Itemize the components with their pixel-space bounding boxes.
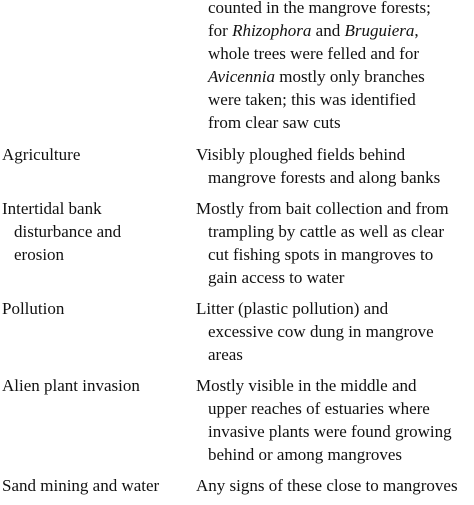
term-line: erosion xyxy=(14,245,65,264)
table-row xyxy=(0,0,474,134)
description-line: Visibly ploughed fields behind xyxy=(196,145,406,164)
threat-term xyxy=(0,374,194,466)
description-line: gain access to water xyxy=(208,268,345,287)
threat-description xyxy=(194,197,474,289)
description-line: upper reaches of estuaries where xyxy=(208,399,430,418)
threat-description xyxy=(194,0,474,134)
description-line: Mostly from bait collection and from xyxy=(196,199,449,218)
description-line: counted in the mangrove forests; xyxy=(208,0,431,17)
description-line: areas xyxy=(208,345,243,364)
term-line: Alien plant invasion xyxy=(2,376,140,395)
description-line: excessive cow dung in mangrove xyxy=(208,322,434,341)
term-line: Agriculture xyxy=(2,145,81,164)
threat-term xyxy=(0,474,194,497)
description-line: for Rhizophora and Bruguiera, xyxy=(208,21,419,40)
description-line: Litter (plastic pollution) and xyxy=(196,299,389,318)
table-row xyxy=(0,197,474,289)
description-line: Any signs of these close to mangroves xyxy=(196,476,458,495)
term-line: Pollution xyxy=(2,299,65,318)
description-line: cut fishing spots in mangroves to xyxy=(208,245,434,264)
description-line: from clear saw cuts xyxy=(208,113,341,132)
threat-description xyxy=(194,374,474,466)
threat-term xyxy=(0,297,194,366)
term-line: Intertidal bank xyxy=(2,199,102,218)
italic-genus: Bruguiera xyxy=(344,21,415,40)
table-row xyxy=(0,374,474,466)
description-line: trampling by cattle as well as clear xyxy=(208,222,445,241)
italic-genus: Avicennia xyxy=(208,67,276,86)
table-row xyxy=(0,297,474,366)
description-line: Avicennia mostly only branches xyxy=(208,67,425,86)
term-line: Sand mining and water xyxy=(2,476,160,495)
description-line: Mostly visible in the middle and xyxy=(196,376,417,395)
threat-description xyxy=(194,474,474,497)
description-line: behind or among mangroves xyxy=(208,445,403,464)
threat-term xyxy=(0,197,194,289)
description-line: invasive plants were found growing xyxy=(208,422,452,441)
threat-description xyxy=(194,297,474,366)
term-line: disturbance and xyxy=(14,222,122,241)
description-line: whole trees were felled and for xyxy=(208,44,419,63)
table-row xyxy=(0,474,474,497)
threat-term xyxy=(0,143,194,189)
table-row xyxy=(0,143,474,189)
description-line: were taken; this was identified xyxy=(208,90,416,109)
threat-description xyxy=(194,143,474,189)
italic-genus: Rhizophora xyxy=(232,21,312,40)
description-line: mangrove forests and along banks xyxy=(208,168,441,187)
threat-term xyxy=(0,0,194,134)
